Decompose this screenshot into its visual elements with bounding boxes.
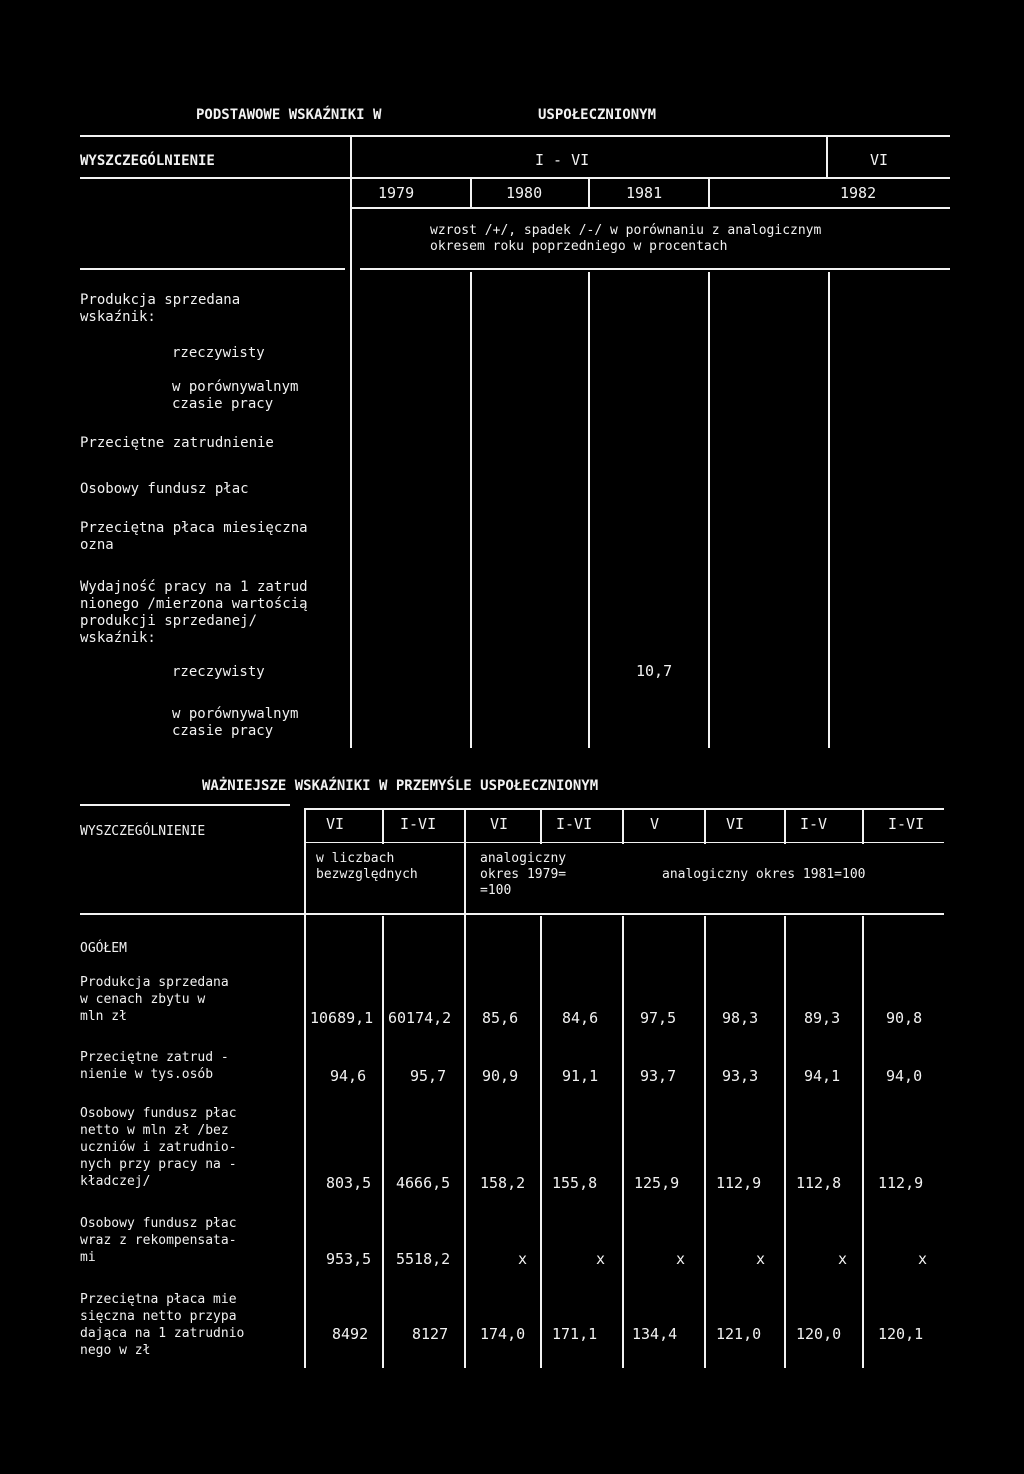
row-label: kładczej/ <box>80 1174 151 1189</box>
rule <box>306 842 944 843</box>
rule <box>306 808 944 810</box>
year-1982: 1982 <box>840 184 877 202</box>
column-rule <box>588 178 590 208</box>
column-rule <box>784 808 786 844</box>
cell: 84,6 <box>562 1009 599 1027</box>
cell: x <box>918 1250 928 1268</box>
row-label: rzeczywisty <box>172 345 265 361</box>
cell: 90,9 <box>482 1067 519 1085</box>
row-label: Osobowy fundusz płac <box>80 1216 237 1231</box>
table-1-note-line-2: okresem roku poprzedniego w procentach <box>430 239 728 254</box>
rule <box>80 804 290 806</box>
column-rule <box>470 178 472 208</box>
column-rule <box>708 272 710 748</box>
rule <box>80 913 944 915</box>
rule <box>80 268 345 270</box>
column-rule <box>588 272 590 748</box>
row-label: Przeciętna płaca miesięczna <box>80 520 308 536</box>
cell: 93,7 <box>640 1067 677 1085</box>
year-1981: 1981 <box>626 184 663 202</box>
column-rule <box>382 808 384 844</box>
unit-absolute-line-2: bezwzględnych <box>316 867 418 882</box>
row-label: nionego /mierzona wartością <box>80 596 308 612</box>
row-label: Produkcja sprzedana <box>80 975 229 990</box>
row-label: nego w zł <box>80 1343 151 1358</box>
section-label: OGÓŁEM <box>80 941 127 956</box>
row-label: Osobowy fundusz płac <box>80 1106 237 1121</box>
cell: 174,0 <box>480 1325 526 1343</box>
row-label: produkcji sprzedanej/ <box>80 613 258 629</box>
cell: 953,5 <box>326 1250 372 1268</box>
unit-1979-line-3: =100 <box>480 883 512 898</box>
unit-absolute-line-1: w liczbach <box>316 851 395 866</box>
rule <box>352 177 950 179</box>
row-label: wskaźnik: <box>80 630 156 646</box>
table-1-title-left: PODSTAWOWE WSKAŹNIKI W <box>196 107 382 123</box>
cell: 8492 <box>332 1325 369 1343</box>
column-rule <box>704 916 706 1368</box>
cell: 158,2 <box>480 1174 526 1192</box>
column-rule <box>540 916 542 1368</box>
row-label: Przeciętne zatrudnienie <box>80 435 274 451</box>
cell: 155,8 <box>552 1174 598 1192</box>
row-label: rzeczywisty <box>172 664 265 680</box>
column-rule <box>622 808 624 844</box>
row-label: mi <box>80 1250 96 1265</box>
column-header: V <box>650 815 660 833</box>
row-label: nienie w tys.osób <box>80 1067 214 1082</box>
column-rule <box>540 808 542 844</box>
row-label: Wydajność pracy na 1 zatrud <box>80 579 308 595</box>
cell: 120,1 <box>878 1325 924 1343</box>
unit-1979-line-1: analogiczny <box>480 851 567 866</box>
column-rule <box>304 808 306 1368</box>
unit-1979-line-2: okres 1979= <box>480 867 567 882</box>
cell: 94,0 <box>886 1067 923 1085</box>
rule <box>360 268 950 270</box>
column-rule <box>708 178 710 208</box>
year-1980: 1980 <box>506 184 543 202</box>
row-label: w porównywalnym <box>172 379 299 395</box>
rule <box>80 135 950 137</box>
row-label: uczniów i zatrudnio- <box>80 1140 237 1155</box>
cell: 112,9 <box>716 1174 762 1192</box>
value-rzeczywisty: 10,7 <box>636 662 673 680</box>
column-header: VI <box>726 815 745 833</box>
cell: x <box>676 1250 686 1268</box>
rule <box>352 207 950 209</box>
row-label: w cenach zbytu w <box>80 992 206 1007</box>
cell: x <box>838 1250 848 1268</box>
column-header: VI <box>326 815 345 833</box>
row-label: dająca na 1 zatrudnio <box>80 1326 245 1341</box>
column-header: I-VI <box>400 815 437 833</box>
year-1979: 1979 <box>378 184 415 202</box>
cell: 93,3 <box>722 1067 759 1085</box>
column-rule <box>350 136 352 748</box>
row-label: mln zł <box>80 1009 127 1024</box>
cell: 89,3 <box>804 1009 841 1027</box>
cell: 60174,2 <box>388 1009 452 1027</box>
stub-header: WYSZCZEGÓLNIENIE <box>80 824 206 839</box>
column-rule <box>826 136 828 178</box>
column-rule <box>464 808 466 1368</box>
column-rule <box>862 916 864 1368</box>
column-rule <box>382 916 384 1368</box>
column-rule <box>622 916 624 1368</box>
cell: 10689,1 <box>310 1009 374 1027</box>
cell: 8127 <box>412 1325 449 1343</box>
column-rule <box>784 916 786 1368</box>
row-label: ozna <box>80 537 114 553</box>
row-label: wskaźnik: <box>80 309 156 325</box>
row-label: czasie pracy <box>172 723 274 739</box>
cell: 91,1 <box>562 1067 599 1085</box>
cell: 803,5 <box>326 1174 372 1192</box>
cell: x <box>596 1250 606 1268</box>
cell: 85,6 <box>482 1009 519 1027</box>
cell: 94,6 <box>330 1067 367 1085</box>
cell: 98,3 <box>722 1009 759 1027</box>
cell: 5518,2 <box>396 1250 451 1268</box>
cell: 134,4 <box>632 1325 678 1343</box>
column-header: I-VI <box>888 815 925 833</box>
column-rule <box>704 808 706 844</box>
cell: 95,7 <box>410 1067 447 1085</box>
column-header: VI <box>490 815 509 833</box>
row-label: Przeciętne zatrud - <box>80 1050 229 1065</box>
row-label: wraz z rekompensata- <box>80 1233 237 1248</box>
table-1-title-right: USPOŁECZNIONYM <box>538 107 657 123</box>
stub-header: WYSZCZEGÓLNIENIE <box>80 153 215 169</box>
row-label: Osobowy fundusz płac <box>80 481 249 497</box>
table-1-note-line-1: wzrost /+/, spadek /-/ w porównaniu z analogicznym <box>430 223 822 238</box>
cell: 120,0 <box>796 1325 842 1343</box>
cell: 97,5 <box>640 1009 677 1027</box>
period-header-vi: VI <box>870 151 889 169</box>
row-label: netto w mln zł /bez <box>80 1123 229 1138</box>
cell: 112,8 <box>796 1174 842 1192</box>
cell: 112,9 <box>878 1174 924 1192</box>
rule <box>80 177 352 179</box>
column-rule <box>470 272 472 748</box>
column-header: I-V <box>800 815 828 833</box>
cell: 171,1 <box>552 1325 598 1343</box>
row-label: w porównywalnym <box>172 706 299 722</box>
cell: 90,8 <box>886 1009 923 1027</box>
row-label: Przeciętna płaca mie <box>80 1292 237 1307</box>
column-rule <box>862 808 864 844</box>
unit-1981: analogiczny okres 1981=100 <box>662 867 866 882</box>
cell: x <box>756 1250 766 1268</box>
cell: 94,1 <box>804 1067 841 1085</box>
table-2-title: WAŻNIEJSZE WSKAŹNIKI W PRZEMYŚLE USPOŁECZNIONYM <box>202 778 599 794</box>
row-label: czasie pracy <box>172 396 274 412</box>
cell: 4666,5 <box>396 1174 451 1192</box>
cell: 125,9 <box>634 1174 680 1192</box>
cell: x <box>518 1250 528 1268</box>
row-label: Produkcja sprzedana <box>80 292 241 308</box>
row-label: sięczna netto przypa <box>80 1309 237 1324</box>
column-rule <box>828 272 830 748</box>
period-header-i-vi: I - VI <box>535 151 590 169</box>
row-label: nych przy pracy na - <box>80 1157 237 1172</box>
cell: 121,0 <box>716 1325 762 1343</box>
column-header: I-VI <box>556 815 593 833</box>
